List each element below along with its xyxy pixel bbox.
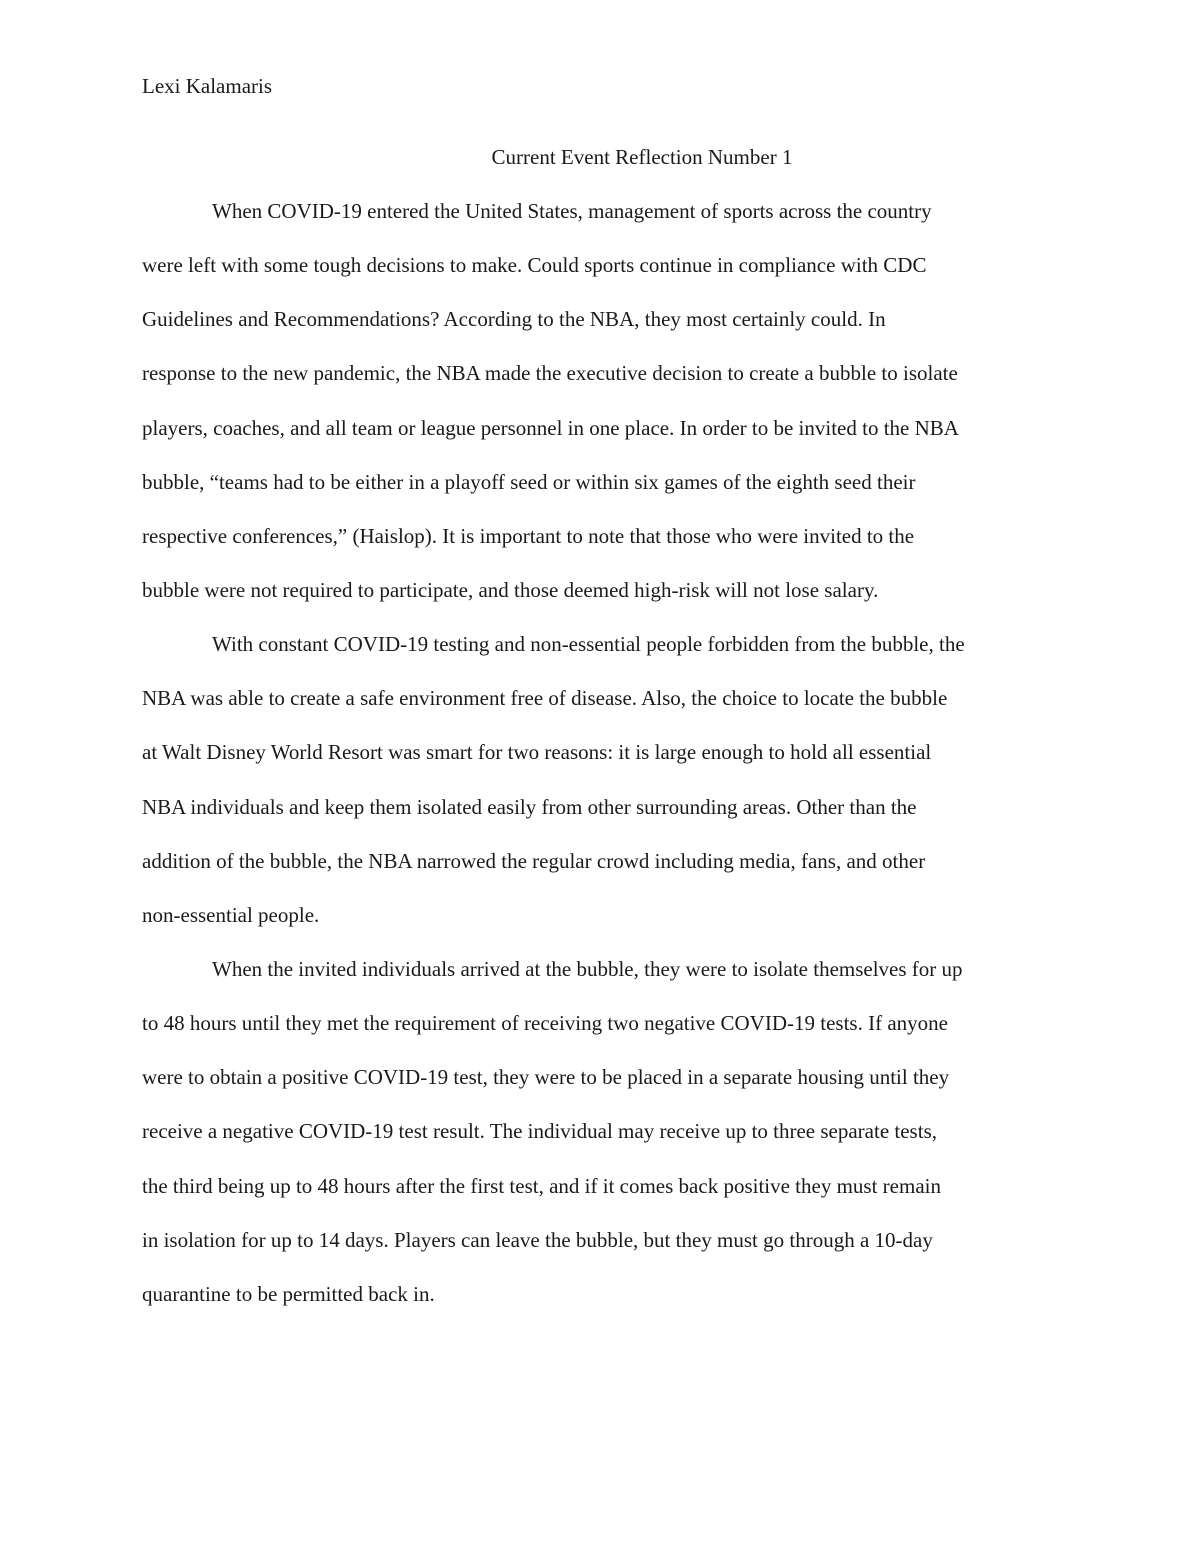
paragraph-line: quarantine to be permitted back in. [142, 1281, 435, 1306]
paragraph-line: non-essential people. [142, 902, 320, 927]
paragraph-3 [142, 955, 1062, 1334]
paragraph-line: bubble were not required to participate, and those deemed high-risk will not lose salary. [142, 577, 879, 602]
paragraph-line: Guidelines and Recommendations? According to the NBA, they most certainly could. In [142, 307, 886, 332]
document-title: Current Event Reflection Number 1 [491, 145, 793, 169]
author-name: Lexi Kalamaris [142, 74, 273, 98]
paragraph-line: receive a negative COVID-19 test result. The individual may receive up to three separate tests, [142, 1119, 937, 1144]
paragraph-line: players, coaches, and all team or league personnel in one place. In order to be invited to the NBA [142, 415, 959, 440]
paragraph-line: the third being up to 48 hours after the first test, and if it comes back positive they must remain [142, 1173, 941, 1198]
paragraph-line: When the invited individuals arrived at the bubble, they were to isolate themselves for up [212, 956, 963, 981]
paragraph-line: NBA was able to create a safe environment free of disease. Also, the choice to locate the bubble [142, 686, 948, 711]
paragraph-line: to 48 hours until they met the requirement of receiving two negative COVID-19 tests. If anyone [142, 1011, 948, 1036]
paragraph-line: were to obtain a positive COVID-19 test, they were to be placed in a separate housing until they [142, 1065, 950, 1090]
paragraph-line: bubble, “teams had to be either in a playoff seed or within six games of the eighth seed their [142, 469, 916, 494]
paragraph-2 [142, 630, 1062, 955]
paragraph-line: in isolation for up to 14 days. Players can leave the bubble, but they must go through a 10-day [142, 1227, 933, 1252]
paragraph-line: response to the new pandemic, the NBA made the executive decision to create a bubble to isolate [142, 361, 958, 386]
paragraph-line: were left with some tough decisions to make. Could sports continue in compliance with CDC [142, 253, 927, 278]
document-body [142, 197, 1062, 1334]
paragraph-line: NBA individuals and keep them isolated easily from other surrounding areas. Other than the [142, 794, 917, 819]
paragraph-line: respective conferences,” (Haislop). It is important to note that those who were invited to the [142, 523, 915, 548]
paragraph-line: addition of the bubble, the NBA narrowed the regular crowd including media, fans, and other [142, 848, 926, 873]
paragraph-1 [142, 197, 1062, 630]
paragraph-line: When COVID-19 entered the United States, management of sports across the country [212, 199, 932, 223]
paragraph-line: With constant COVID-19 testing and non-essential people forbidden from the bubble, the [212, 632, 965, 657]
paragraph-line: at Walt Disney World Resort was smart for two reasons: it is large enough to hold all essential [142, 740, 932, 765]
